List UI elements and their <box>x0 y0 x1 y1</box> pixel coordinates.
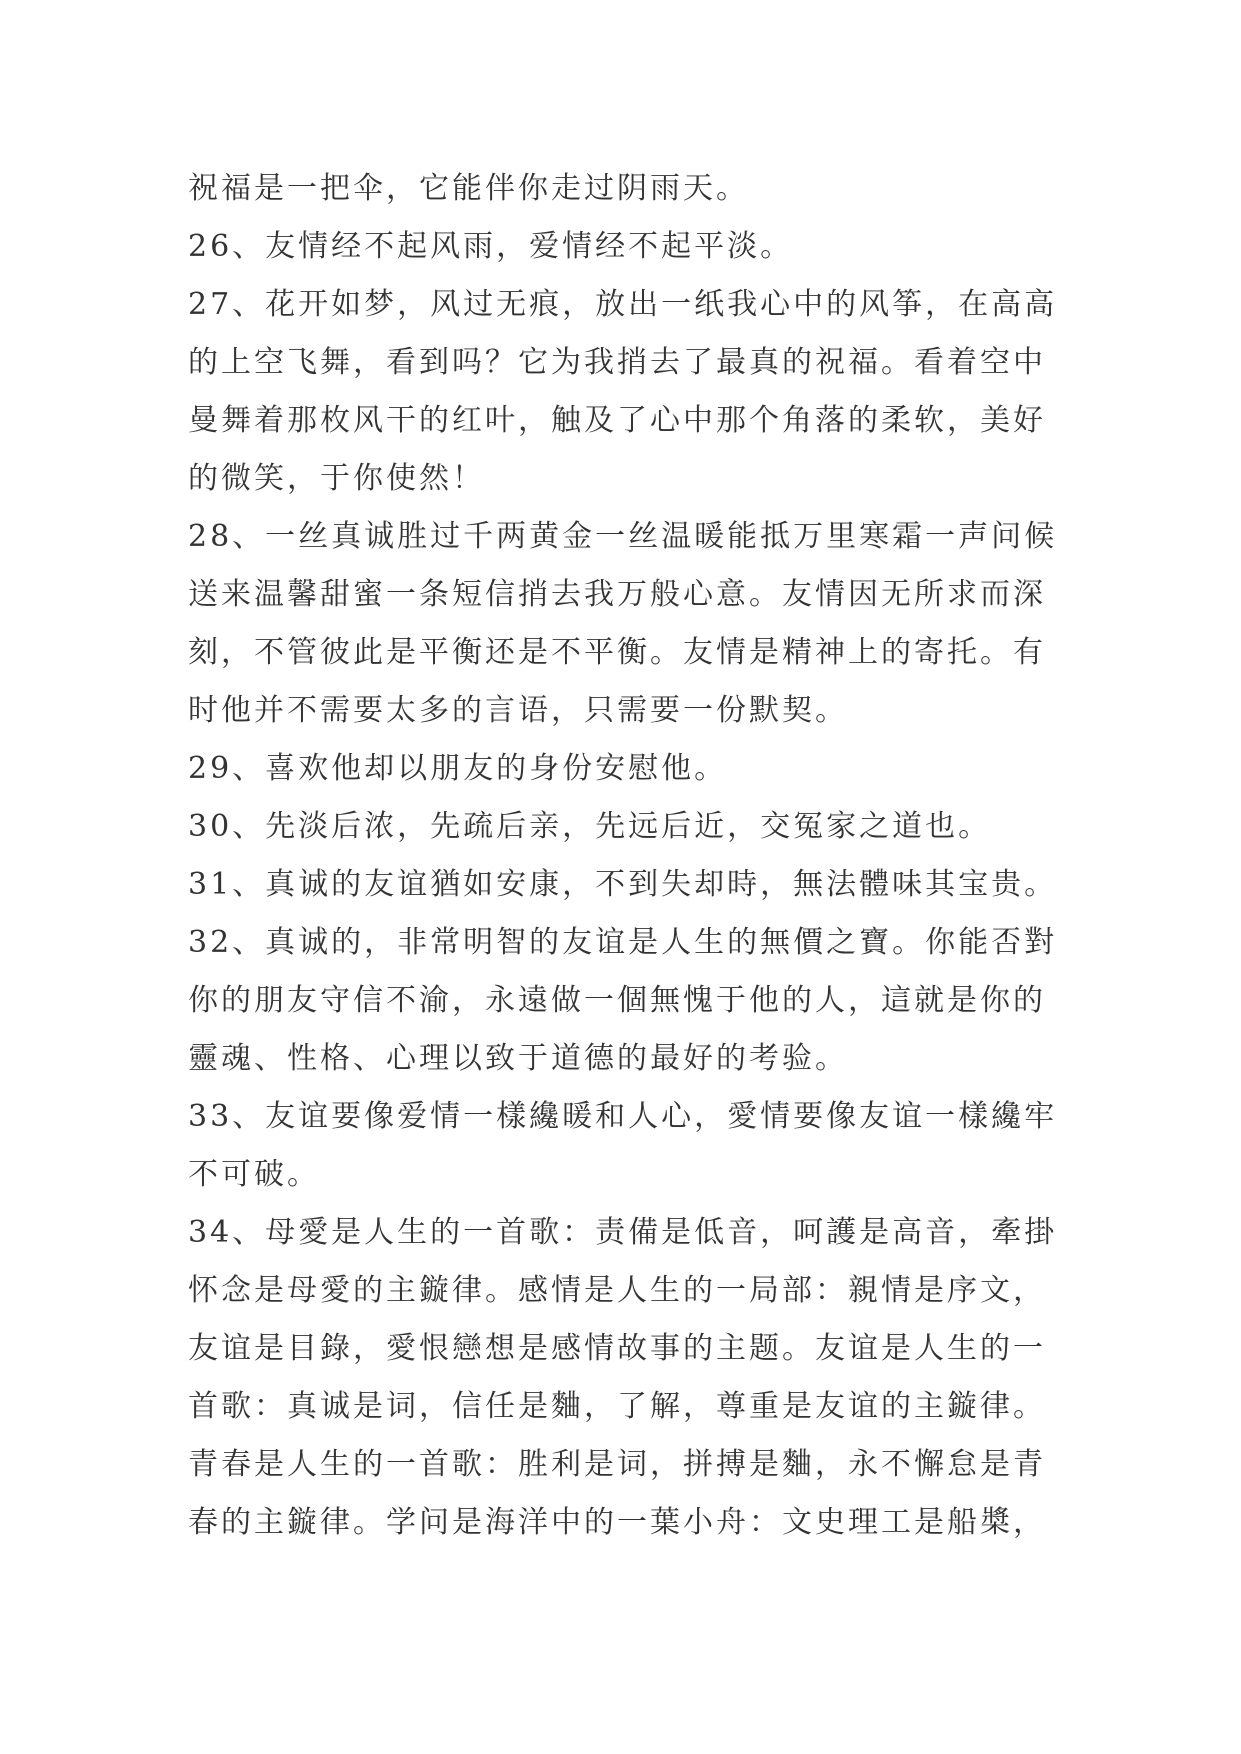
text-line: 曼舞着那枚风干的红叶，触及了心中那个角落的柔软，美好 <box>188 403 1046 438</box>
text-line: 友谊是目錄，愛恨戀想是感情故事的主题。友谊是人生的一 <box>188 1331 1046 1366</box>
text-line: 30、先淡后浓，先疏后亲，先远后近，交冤家之道也。 <box>188 809 992 844</box>
text-line: 刻，不管彼此是平衡还是不平衡。友情是精神上的寄托。有 <box>188 635 1046 670</box>
text-line: 怀念是母愛的主鏇律。感情是人生的一局部：親情是序文， <box>188 1273 1046 1308</box>
text-line: 时他并不需要太多的言语，只需要一份默契。 <box>188 693 848 728</box>
text-line: 28、一丝真诚胜过千两黄金一丝温暖能抵万里寒霜一声问候 <box>188 519 1058 554</box>
text-line: 青春是人生的一首歌：胜利是词，拼搏是麯，永不懈怠是青 <box>188 1447 1046 1482</box>
text-line: 春的主鏇律。学问是海洋中的一葉小舟：文史理工是船槳， <box>188 1505 1046 1540</box>
document-body <box>188 160 1068 1552</box>
text-line: 34、母愛是人生的一首歌：责備是低音，呵護是高音，牽掛 <box>188 1215 1058 1250</box>
text-line: 26、友情经不起风雨，爱情经不起平淡。 <box>188 229 794 264</box>
text-line: 送来温馨甜蜜一条短信捎去我万般心意。友情因无所求而深 <box>188 577 1046 612</box>
text-line: 的上空飞舞，看到吗？它为我捎去了最真的祝福。看着空中 <box>188 345 1046 380</box>
text-line: 不可破。 <box>188 1157 320 1192</box>
text-line: 祝福是一把伞，它能伴你走过阴雨天。 <box>188 171 749 206</box>
text-line: 32、真诚的，非常明智的友谊是人生的無價之寶。你能否對 <box>188 925 1058 960</box>
text-line: 27、花开如梦，风过无痕，放出一纸我心中的风筝，在高高 <box>188 287 1058 322</box>
text-line: 首歌：真诚是词，信任是麯，了解，尊重是友谊的主鏇律。 <box>188 1389 1046 1424</box>
text-line: 的微笑，于你使然！ <box>188 461 485 496</box>
text-line: 你的朋友守信不渝，永遠做一個無愧于他的人，這就是你的 <box>188 983 1046 1018</box>
text-line: 29、喜欢他却以朋友的身份安慰他。 <box>188 751 728 786</box>
text-line: 31、真诚的友谊猶如安康，不到失却時，無法體味其宝贵。 <box>188 867 1058 902</box>
text-line: 33、友谊要像爱情一樣纔暖和人心，愛情要像友谊一樣纔牢 <box>188 1099 1058 1134</box>
text-line: 靈魂、性格、心理以致于道德的最好的考验。 <box>188 1041 848 1076</box>
